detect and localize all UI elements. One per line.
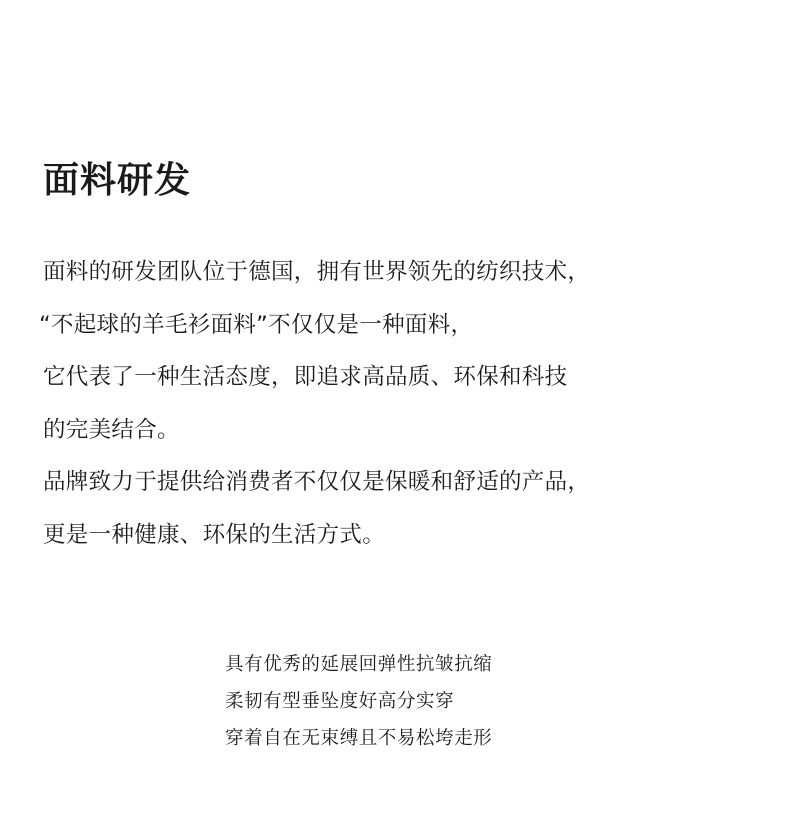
feature-item: 穿着自在无束缚且不易松垮走形 [225,728,493,749]
description-line: 的完美结合。 [43,416,180,443]
description-line: 品牌致力于提供给消费者不仅仅是保暖和舒适的产品， [43,469,591,496]
description-line: 面料的研发团队位于德国，拥有世界领先的纺织技术， [43,259,591,285]
section-title: 面料研发 [43,160,192,201]
description-line: 它代表了一种生活态度，即追求高品质、环保和科技 [43,364,568,391]
description-line: “不起球的羊毛衫面料”不仅仅是一种面料， [39,311,474,338]
feature-list [225,646,645,757]
description-block [39,246,763,562]
description-line: 更是一种健康、环保的生活方式。 [43,521,386,548]
feature-item: 具有优秀的延展回弹性抗皱抗缩 [225,654,493,675]
feature-item: 柔韧有型垂坠度好高分实穿 [225,691,455,712]
